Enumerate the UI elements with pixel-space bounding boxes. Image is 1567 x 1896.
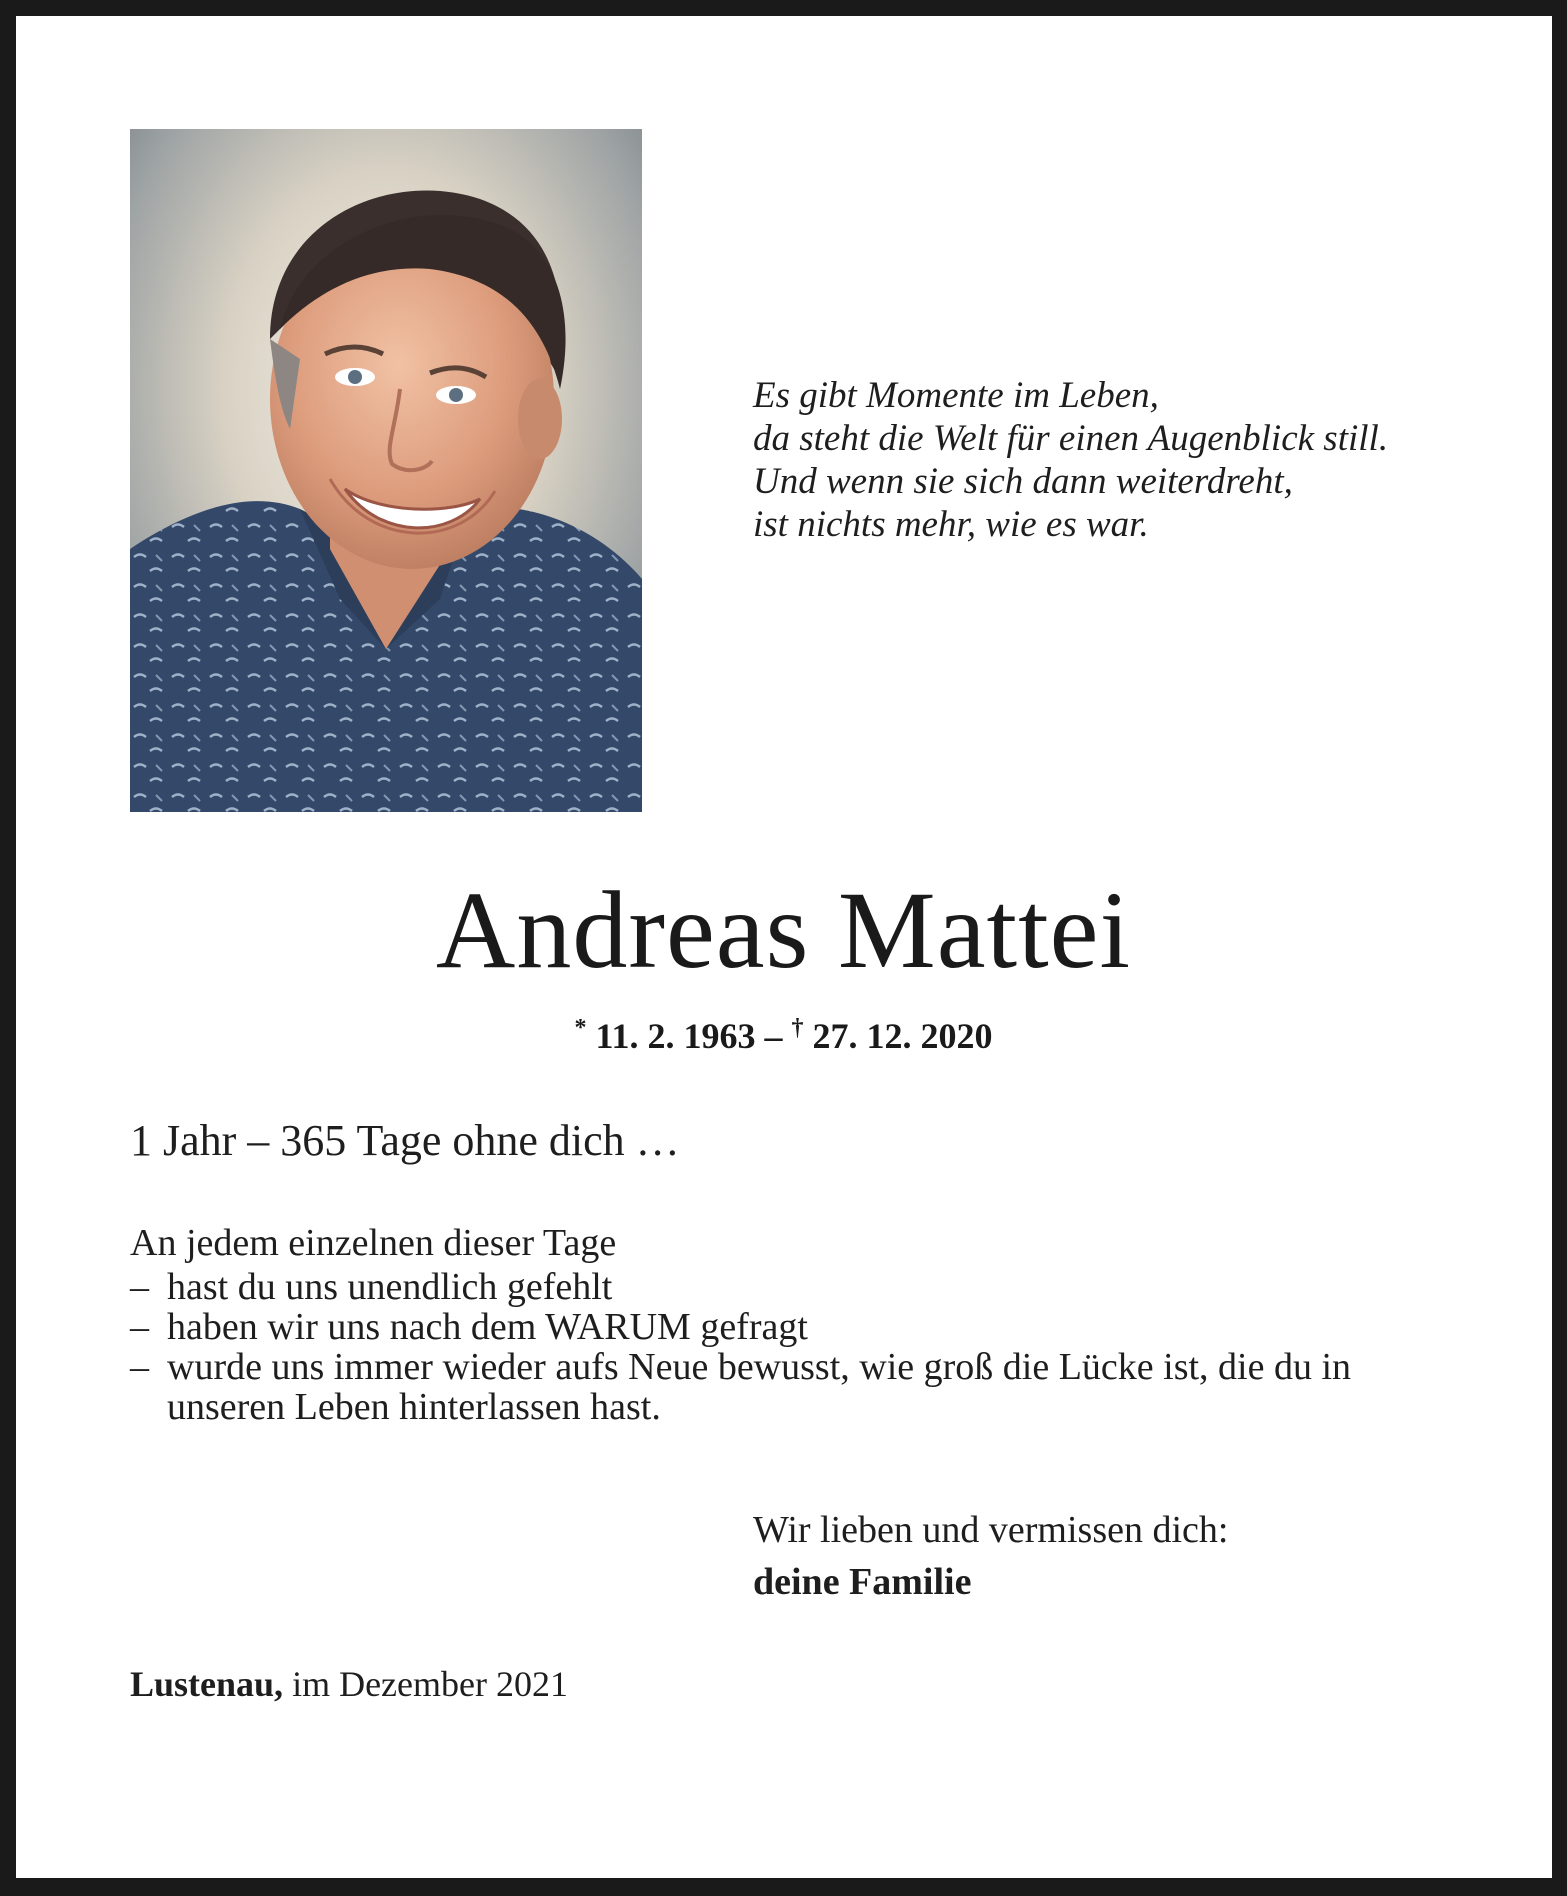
birth-date: 11. 2. 1963	[595, 1016, 756, 1056]
poem-line: Und wenn sie sich dann weiterdreht,	[753, 461, 1293, 502]
bullet-marker: –	[130, 1346, 149, 1388]
death-symbol: †	[791, 1015, 804, 1041]
signoff-line: Wir lieben und vermissen dich:	[753, 1509, 1229, 1551]
place-city: Lustenau,	[130, 1664, 284, 1704]
birth-symbol: *	[574, 1015, 587, 1041]
poem-line: Es gibt Momente im Leben,	[753, 375, 1159, 416]
message-body	[130, 1223, 1460, 1427]
anniversary-headline: 1 Jahr – 365 Tage ohne dich …	[130, 1116, 680, 1165]
deceased-name: Andreas Mattei	[435, 869, 1132, 991]
portrait-illustration	[130, 129, 642, 812]
list-item-text: haben wir uns nach dem WARUM gefragt	[167, 1306, 808, 1348]
life-dates	[0, 1003, 1567, 1061]
family-signature: deine Familie	[753, 1561, 972, 1603]
signoff	[753, 1504, 1228, 1608]
list-item-text: hast du uns unendlich gefehlt	[167, 1266, 613, 1308]
list-item	[130, 1267, 1460, 1307]
message-list	[130, 1267, 1460, 1427]
date-separator: –	[764, 1016, 783, 1056]
list-item	[130, 1307, 1460, 1347]
poem-line: da steht die Welt für einen Augenblick still.	[753, 418, 1389, 459]
death-date: 27. 12. 2020	[812, 1016, 993, 1056]
bullet-marker: –	[130, 1306, 149, 1348]
poem-line: ist nichts mehr, wie es war.	[753, 504, 1149, 545]
bullet-marker: –	[130, 1266, 149, 1308]
list-item	[130, 1347, 1460, 1427]
portrait-photo	[130, 129, 642, 812]
list-item-text: wurde uns immer wieder aufs Neue bewusst, wie groß die Lücke ist, die du in unseren Leben hinterlassen hast.	[167, 1346, 1352, 1428]
place-date: im Dezember 2021	[292, 1664, 568, 1704]
place-and-date	[130, 1660, 568, 1708]
message-intro: An jedem einzelnen dieser Tage	[130, 1222, 617, 1264]
poem	[753, 374, 1513, 546]
